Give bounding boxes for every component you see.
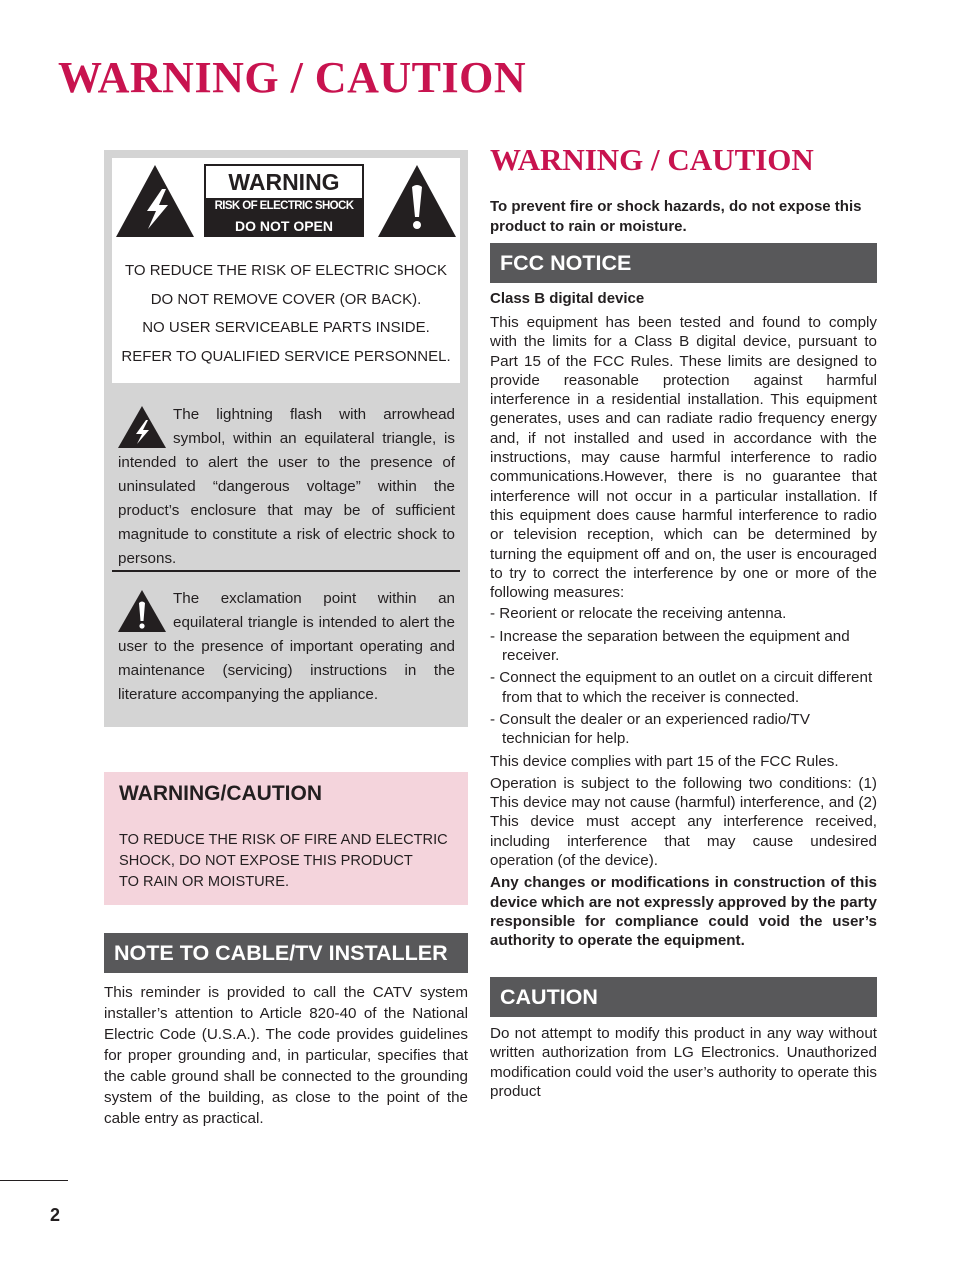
exclamation-text: The exclamation point within an equilateral triangle is intended to alert the user to the presence of important operating and maintenance (servicing) instructions in the literature accompanying the appliance. [118,590,455,703]
exclamation-triangle-icon [376,163,458,239]
fcc-paragraph: This equipment has been tested and found to comply with the limits for a Class B digital device, pursuant to Part 15 of the FCC Rules. These limits are designed to provide reasonable protection against harmful interference in a residential installation. This equipment generates, uses and can radiate radio frequency energy and, if not installed and used in accordance with the instructions, may cause harmful interference to radio communications.However, there is no guarantee that interference will not occur in a particular installation. If this equipment does cause harmful interference to radio or television reception, which can be determined by turning the equipment off and on, the user is encouraged to try to correct the interference by one or more of the following measures: [490,314,877,602]
cable-installer-text: This reminder is provided to call the CATV system installer’s attention to Article 820-40 of the National Electric Code (U.S.A.). The code provides guidelines for proper grounding and, in particular, specifies that the cable ground shall be connected to the grounding system of the building, as close to the point of the cable entry as practical. [104,984,468,1127]
warning-line: TO RAIN OR MOISTURE. [119,874,290,890]
risk-of-shock-text: RISK OF ELECTRIC SHOCK [214,200,354,212]
intro-text: To prevent fire or shock hazards, do not expose this product to rain or moisture. [490,198,862,235]
section-title: WARNING / CAUTION [490,142,814,177]
instruction-line: REFER TO QUALIFIED SERVICE PERSONNEL. [121,347,451,365]
warning-caution-text [119,830,448,893]
caution-text: Do not attempt to modify this product in any way without written authorization from LG Electronics. Unauthorized modification could void the user’s authority to operate this product [490,1025,877,1100]
list-item: - Connect the equipment to an outlet on a circuit different from that to which the receiver is connected. [490,669,873,706]
lightning-triangle-icon [114,163,196,239]
warning-caution-title: WARNING/CAUTION [119,782,322,805]
small-lightning-triangle-icon [117,405,167,449]
list-item: - Reorient or relocate the receiving antenna. [490,605,787,623]
lightning-text: The lightning flash with arrowhead symbol, within an equilateral triangle, is intended to alert the user to the presence of uninsulated “dangerous voltage” within the product’s enclosure that may be of sufficient magnitude to constitute a risk of electric shock to persons. [118,406,455,567]
page-rule [0,1180,68,1181]
page-title: WARNING / CAUTION [58,53,527,102]
exclamation-explanation [118,587,455,707]
small-exclamation-triangle-icon [117,589,167,633]
lightning-explanation [118,403,455,571]
warning-line: TO REDUCE THE RISK OF FIRE AND ELECTRIC [119,832,448,848]
shock-instructions [112,257,460,371]
instruction-line: TO REDUCE THE RISK OF ELECTRIC SHOCK [125,262,447,279]
changes-warning-text: Any changes or modifications in construction of this device which are not expressly approved by the party responsible for compliance could void the user’s authority to operate the equipment. [490,874,877,950]
warning-label-title: WARNING [206,166,362,198]
operation-text: Operation is subject to the following two conditions: (1) This device may not cause (harmful) interference, and (2) This device must accept any interference received, including interference that may cause undesired operation (of the device). [490,774,877,870]
warning-label [204,164,364,237]
fcc-notice-body [490,313,877,951]
instruction-line: DO NOT REMOVE COVER (OR BACK). [150,290,422,308]
list-item: - Consult the dealer or an experienced radio/TV technician for help. [490,710,810,748]
cable-installer-heading: NOTE TO CABLE/TV INSTALLER [104,933,468,973]
warning-line: SHOCK, DO NOT EXPOSE THIS PRODUCT [119,853,413,869]
complies-text: This device complies with part 15 of the FCC Rules. [490,752,839,770]
class-b-heading: Class B digital device [490,290,645,307]
measures-list [490,604,877,748]
fcc-notice-heading: FCC NOTICE [490,243,877,283]
page-number: 2 [50,1205,61,1225]
do-not-open-text: DO NOT OPEN [234,218,333,234]
instruction-line: NO USER SERVICEABLE PARTS INSIDE. [142,319,430,336]
caution-heading: CAUTION [490,977,877,1017]
list-item: - Increase the separation between the equipment and receiver. [490,627,850,665]
divider [112,570,460,572]
